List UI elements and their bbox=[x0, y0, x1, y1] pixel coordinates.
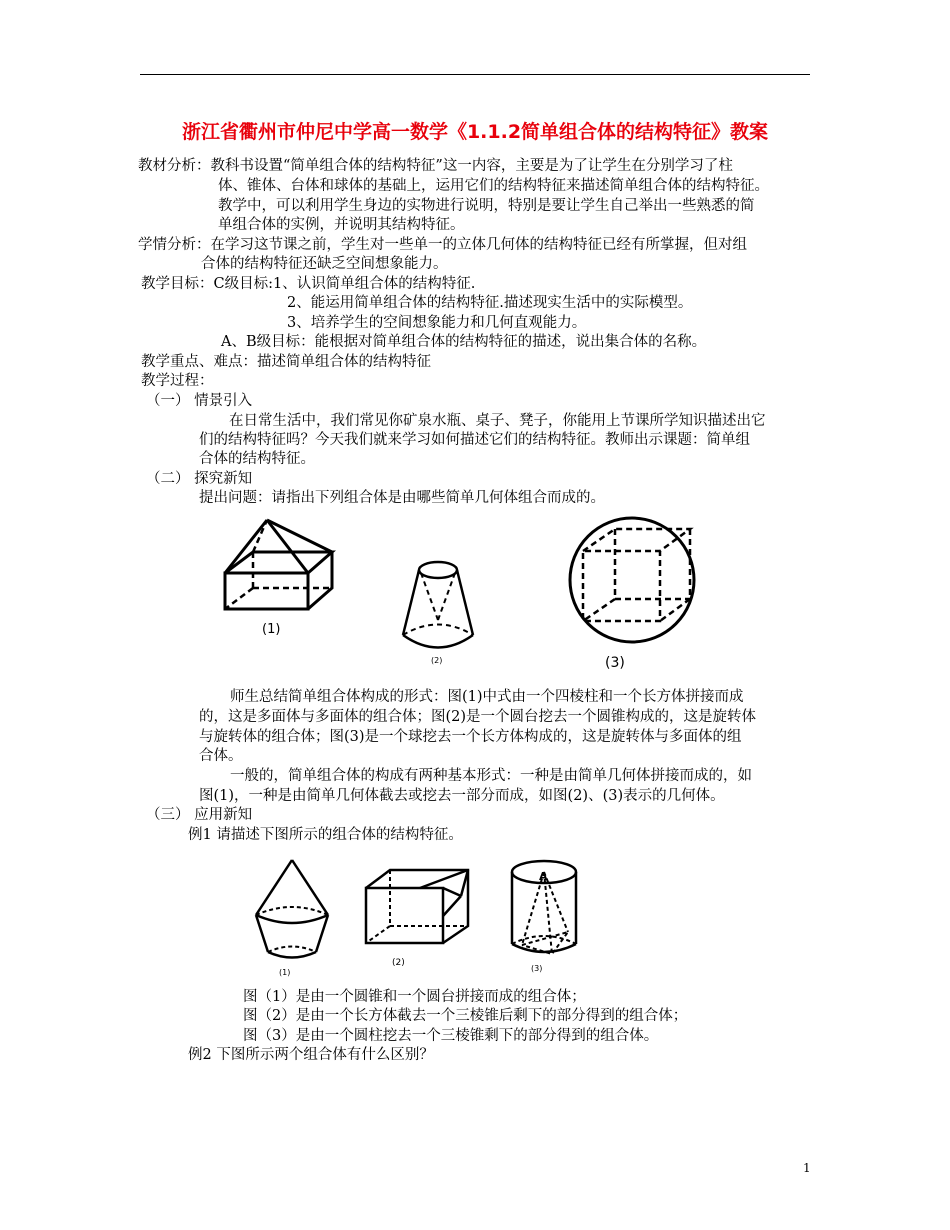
figure-caption: (2) bbox=[431, 656, 443, 665]
page-title: 浙江省衢州市仲尼中学高一数学《1.1.2简单组合体的结构特征》教案 bbox=[181, 121, 769, 143]
figure-cylinder-minus-pyramid bbox=[508, 858, 580, 960]
figure-cone-on-frustum bbox=[252, 855, 334, 965]
paragraph-line: 们的结构特征吗？今天我们就来学习如何描述它们的结构特征。教师出示课题：简单组 bbox=[199, 432, 750, 448]
paragraph-line: 图(1)，一种是由简单几何体截去或挖去一部分而成，如图(2)、(3)表示的几何体。 bbox=[199, 788, 725, 804]
answer-line: 图（1）是由一个圆锥和一个圆台拼接而成的组合体； bbox=[243, 989, 586, 1005]
goal-line: 教学目标：C级目标:1、认识简单组合体的结构特征. bbox=[141, 276, 476, 292]
analysis-line: 教学中，可以利用学生身边的实物进行说明，特别是要让学生自己举出一些熟悉的简 bbox=[218, 198, 755, 214]
students-line: 合体的结构特征还缺乏空间想象能力。 bbox=[201, 256, 448, 272]
question-line: 提出问题：请指出下列组合体是由哪些简单几何体组合而成的。 bbox=[199, 490, 605, 506]
paragraph-line: 合体。 bbox=[199, 748, 243, 764]
answer-line: 图（3）是由一个圆柱挖去一个三棱锥剩下的部分得到的组合体。 bbox=[243, 1028, 659, 1044]
paragraph-line: 师生总结简单组合体构成的形式：图(1)中式由一个四棱柱和一个长方体拼接而成 bbox=[230, 689, 744, 705]
figure-caption: (1) bbox=[279, 968, 291, 977]
answer-line: 图（2）是由一个长方体截去一个三棱锥后剩下的部分得到的组合体； bbox=[243, 1008, 688, 1024]
section-heading: （二） 探究新知 bbox=[146, 471, 253, 487]
figure-frustum-minus-cone bbox=[398, 558, 483, 653]
example-1: 例1 请描述下图所示的组合体的结构特征。 bbox=[188, 827, 463, 843]
analysis-line: 体、锥体、台体和球体的基础上，运用它们的结构特征来描述简单组合体的结构特征。 bbox=[218, 178, 769, 194]
figure-caption: (3) bbox=[605, 655, 625, 671]
figure-pyramid-on-prism bbox=[215, 515, 345, 615]
figure-caption: (2) bbox=[392, 958, 405, 968]
keypoints: 教学重点、难点：描述简单组合体的结构特征 bbox=[141, 354, 431, 370]
paragraph-line: 与旋转体的组合体；图(3)是一个球挖去一个长方体构成的，这是旋转体与多面体的组 bbox=[199, 729, 742, 745]
header-rule bbox=[140, 74, 810, 75]
goal-line: 3、培养学生的空间想象能力和几何直观能力。 bbox=[287, 315, 587, 331]
analysis-line: 教材分析：教科书设置“简单组合体的结构特征”这一内容，主要是为了让学生在分别学习了柱 bbox=[138, 158, 733, 174]
figure-caption: (1) bbox=[262, 622, 281, 637]
paragraph-line: 在日常生活中，我们常见你矿泉水瓶、桌子、凳子，你能用上节课所学知识描述出它 bbox=[229, 413, 766, 429]
apex-label: A bbox=[539, 870, 548, 883]
section-heading: （三） 应用新知 bbox=[146, 807, 253, 823]
analysis-line: 单组合体的实例，并说明其结构特征。 bbox=[218, 217, 465, 233]
goal-line: 2、能运用简单组合体的结构特征.描述现实生活中的实际模型。 bbox=[287, 295, 693, 311]
page-number: 1 bbox=[803, 1161, 811, 1175]
figure-sphere-minus-cube bbox=[565, 515, 705, 655]
paragraph-line: 一般的，简单组合体的构成有两种基本形式：一种是由简单几何体拼接而成的，如 bbox=[230, 768, 752, 784]
students-line: 学情分析：在学习这节课之前，学生对一些单一的立体几何体的结构特征已经有所掌握，但对组 bbox=[138, 237, 747, 253]
paragraph-line: 的，这是多面体与多面体的组合体；图(2)是一个圆台挖去一个圆锥构成的，这是旋转体 bbox=[199, 709, 757, 725]
process-heading: 教学过程： bbox=[141, 373, 214, 389]
section-heading: （一） 情景引入 bbox=[146, 393, 253, 409]
example-2: 例2 下图所示两个组合体有什么区别？ bbox=[188, 1047, 434, 1063]
goal-line: A、B级目标：能根据对简单组合体的结构特征的描述，说出集合体的名称。 bbox=[221, 334, 707, 350]
figure-caption: (3) bbox=[531, 964, 543, 973]
paragraph-line: 合体的结构特征。 bbox=[199, 451, 315, 467]
figure-box-cut-pyramid bbox=[360, 866, 475, 951]
